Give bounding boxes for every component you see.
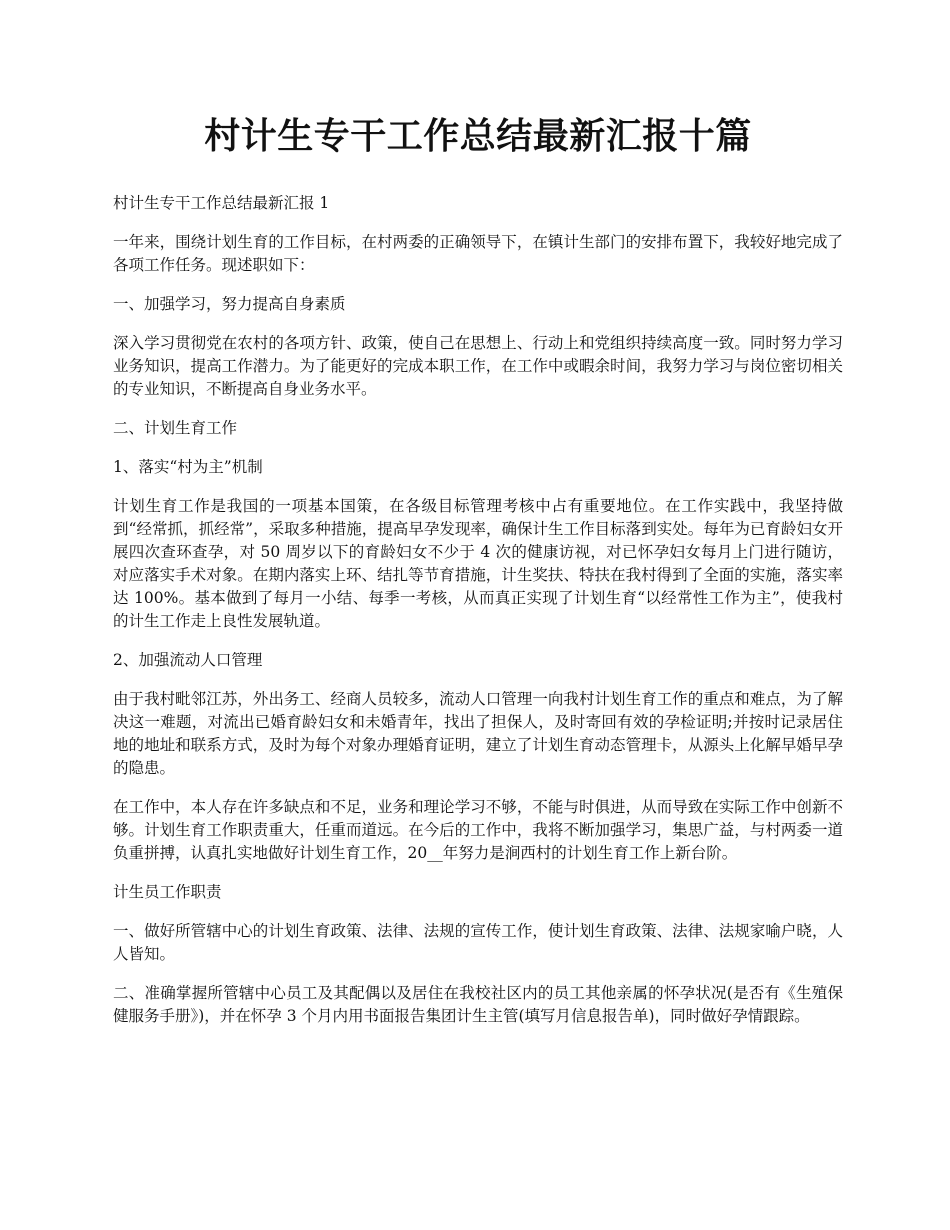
paragraph-intro: 一年来，围绕计划生育的工作目标，在村两委的正确领导下，在镇计生部门的安排布置下，我较好地完成了各项工作任务。现述职如下：	[113, 233, 843, 274]
heading-section-1: 一、加强学习，努力提高自身素质	[113, 295, 346, 313]
heading-subsection-1: 1、落实“村为主”机制	[113, 458, 263, 476]
paragraph-family-planning: 计划生育工作是我国的一项基本国策，在各级目标管理考核中占有重要地位。在工作实践中，我坚持做到“经常抓，抓经常”，采取多种措施，提高早孕发现率，确保计生工作目标落到实处。每年为已育龄妇女开展四次查环查孕，对 50 周岁以下的育龄妇女不少于 4 次的健康访视，对已怀孕妇女每月上门进行随访，对应落实手术对象。在期内落实上环、结扎等节育措施，计生奖扶、特扶在我村得到了全面的实施，落实率达 100%。基本做到了每月一小结、每季一考核，从而真正实现了计划生育“以经常性工作为主”，使我村的计生工作走上良性发展轨道。	[113, 497, 843, 630]
paragraph-floating-population: 由于我村毗邻江苏，外出务工、经商人员较多，流动人口管理一向我村计划生育工作的重点和难点，为了解决这一难题，对流出已婚育龄妇女和未婚青年，找出了担保人，及时寄回有效的孕检证明;并按时记录居住地的地址和联系方式，及时为每个对象办理婚育证明，建立了计划生育动态管理卡，从源头上化解早婚早孕的隐患。	[113, 690, 843, 777]
document-title: 村计生专干工作总结最新汇报十篇	[204, 115, 752, 157]
document-page	[113, 108, 843, 1044]
paragraph-study: 深入学习贯彻党在农村的各项方针、政策，使自己在思想上、行动上和党组织持续高度一致。同时努力学习业务知识，提高工作潜力。为了能更好的完成本职工作，在工作中或暇余时间，我努力学习与岗位密切相关的专业知识，不断提高自身业务水平。	[113, 334, 843, 398]
paragraph-duty-2: 二、准确掌握所管辖中心员工及其配偶以及居住在我校社区内的员工其他亲属的怀孕状况(是否有《生殖保健服务手册》)，并在怀孕 3 个月内用书面报告集团计生主管(填写月信息报告单)，同时做好孕情跟踪。	[113, 984, 843, 1025]
paragraph-shortcomings: 在工作中，本人存在许多缺点和不足，业务和理论学习不够，不能与时俱进，从而导致在实际工作中创新不够。计划生育工作职责重大，任重而道远。在今后的工作中，我将不断加强学习，集思广益，与村两委一道负重拼搏，认真扎实地做好计划生育工作，20__年努力是涧西村的计划生育工作上新台阶。	[113, 798, 843, 862]
heading-report-1: 村计生专干工作总结最新汇报 1	[113, 194, 330, 212]
heading-subsection-2: 2、加强流动人口管理	[113, 651, 263, 669]
heading-section-2: 二、计划生育工作	[113, 419, 238, 437]
heading-duties: 计生员工作职责	[113, 883, 222, 901]
paragraph-duty-1: 一、做好所管辖中心的计划生育政策、法律、法规的宣传工作，使计划生育政策、法律、法规家喻户晓，人人皆知。	[113, 922, 843, 963]
